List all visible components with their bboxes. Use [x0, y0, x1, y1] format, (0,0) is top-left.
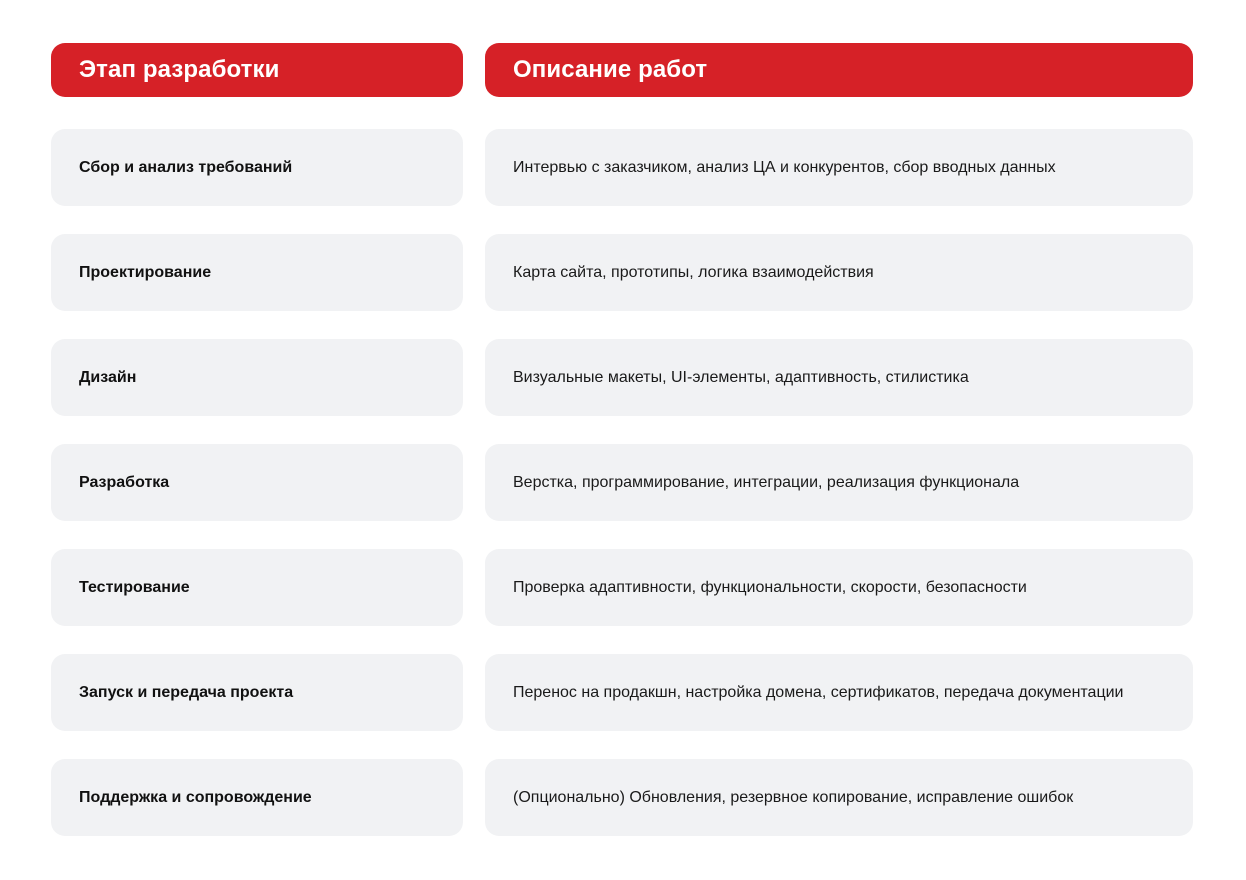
- table-row: [51, 129, 1193, 206]
- stage-cell: Дизайн: [51, 339, 463, 416]
- stage-cell: Тестирование: [51, 549, 463, 626]
- table-row: [51, 339, 1193, 416]
- development-stages-table: [51, 43, 1193, 864]
- header-description: Описание работ: [485, 43, 1193, 97]
- table-row: [51, 654, 1193, 731]
- stage-cell: Поддержка и сопровождение: [51, 759, 463, 836]
- table-row: [51, 759, 1193, 836]
- stage-cell: Запуск и передача проекта: [51, 654, 463, 731]
- table-header: [51, 43, 1193, 97]
- description-cell: Верстка, программирование, интеграции, реализация функционала: [485, 444, 1193, 521]
- table-body: [51, 129, 1193, 836]
- stage-cell: Разработка: [51, 444, 463, 521]
- header-stage: Этап разработки: [51, 43, 463, 97]
- description-cell: Визуальные макеты, UI-элементы, адаптивность, стилистика: [485, 339, 1193, 416]
- description-cell: Перенос на продакшн, настройка домена, сертификатов, передача документации: [485, 654, 1193, 731]
- stage-cell: Сбор и анализ требований: [51, 129, 463, 206]
- table-row: [51, 234, 1193, 311]
- description-cell: (Опционально) Обновления, резервное копирование, исправление ошибок: [485, 759, 1193, 836]
- description-cell: Карта сайта, прототипы, логика взаимодействия: [485, 234, 1193, 311]
- table-row: [51, 549, 1193, 626]
- table-row: [51, 444, 1193, 521]
- stage-cell: Проектирование: [51, 234, 463, 311]
- description-cell: Интервью с заказчиком, анализ ЦА и конкурентов, сбор вводных данных: [485, 129, 1193, 206]
- description-cell: Проверка адаптивности, функциональности, скорости, безопасности: [485, 549, 1193, 626]
